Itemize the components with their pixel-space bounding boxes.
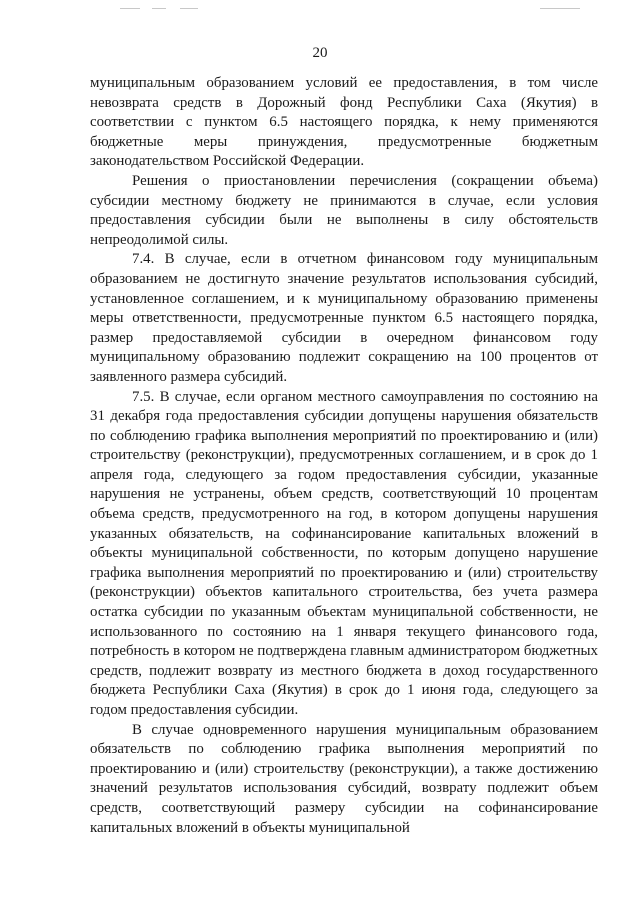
paragraph-7-4: 7.4. В случае, если в отчетном финансовом году муниципальным образованием не достигнуто значение результатов использования субсидий, установленное соглашением, и к муниципальному образованию применены меры ответственности, предусмотренные пунктом 6.5 настоящего порядка, размер предоставляемой субсидии в очередном финансовом году муниципальному образованию подлежит сокращению на 100 процентов от заявленного размера субсидий. — [90, 251, 598, 385]
paragraph-simultaneous-violation: В случае одновременного нарушения муниципальным образованием обязательств по соблюдению графика выполнения мероприятий по проектированию и (или) строительству (реконструкции), а также достижению значений результатов использования субсидий, возврату подлежит объем средств, соответствующий размеру субсидии на софинансирование капитальных вложений в объекты муниципальной — [90, 721, 598, 836]
paragraph-2: Решения о приостановлении перечисления (сокращении объема) субсидии местному бюджету не принимаются в случае, если условия предоставления субсидии были не выполнены в силу обстоятельств непреодолимой силы. — [90, 172, 598, 248]
page-number: 20 — [312, 45, 328, 61]
scan-header-marks — [110, 6, 590, 12]
document-body — [90, 74, 598, 838]
paragraph-7-5: 7.5. В случае, если органом местного самоуправления по состоянию на 31 декабря года предоставления субсидии допущены нарушения обязательств по соблюдению графика выполнения мероприятий по проектированию и (или) строительству (реконструкции), предусмотренных соглашением, и в срок до 1 апреля года, следующего за годом предоставления субсидии, указанные нарушения не устранены, объем средств, соответствующий 10 процентам объема средств, предусмотренного на год, в котором допущены нарушения указанных обязательств, на софинансирование капитальных вложений в объекты муниципальной собственности, по которым допущено нарушение графика выполнения мероприятий по проектированию и (или) строительству (реконструкции) объектов капитального строительства, без учета размера остатка субсидии по указанным объектам муниципальной собственности, не использованного по состоянию на 1 января текущего финансового года, потребность в котором не подтверждена главным администратором бюджетных средств, подлежит возврату из местного бюджета в доход государственного бюджета Республики Саха (Якутия) в срок до 1 июня года, следующего за годом предоставления субсидии. — [90, 388, 598, 718]
paragraph-1: муниципальным образованием условий ее предоставления, в том числе невозврата средств в Дорожный фонд Республики Саха (Якутия) в соответствии с пунктом 6.5 настоящего порядка, к нему применяются бюджетные меры принуждения, предусмотренные бюджетным законодательством Российской Федерации. — [90, 75, 598, 170]
